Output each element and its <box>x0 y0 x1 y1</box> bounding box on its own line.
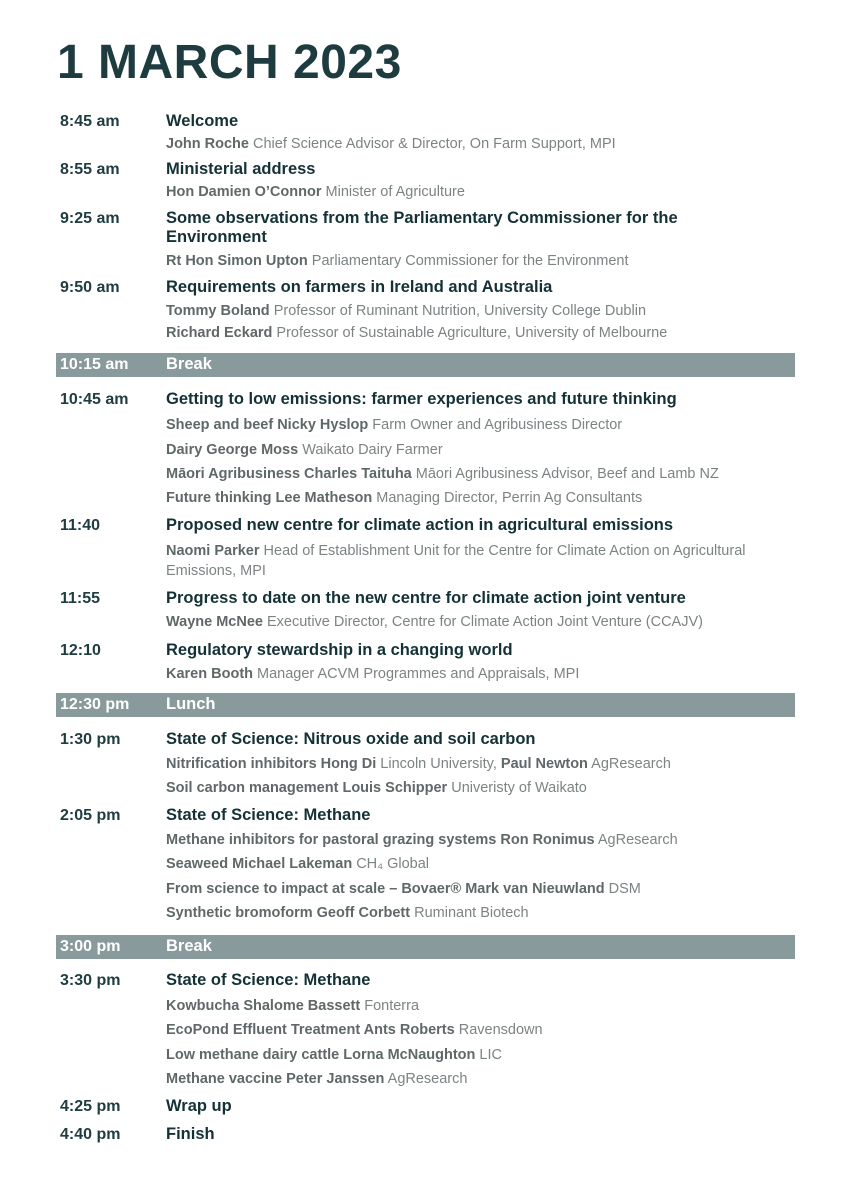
session-title: Wrap up <box>166 1097 232 1115</box>
speaker-role: Minister of Agriculture <box>325 184 465 200</box>
speaker-line <box>166 182 796 202</box>
speaker-name: Sheep and beef Nicky Hyslop <box>166 417 369 433</box>
speaker-line <box>166 301 796 321</box>
break-bar <box>56 353 795 377</box>
speaker-name: Low methane dairy cattle Lorna McNaughton <box>166 1047 476 1063</box>
session-title: State of Science: Methane <box>166 806 371 824</box>
speaker-name: Seaweed Michael Lakeman <box>166 856 353 872</box>
speaker-name: Dairy George Moss <box>166 442 299 458</box>
speaker-name: Kowbucha Shalome Bassett <box>166 998 361 1014</box>
speaker-name: Future thinking Lee Matheson <box>166 490 373 506</box>
speaker-line <box>166 879 796 899</box>
speaker-role: Farm Owner and Agribusiness Director <box>372 417 623 433</box>
session-title: Requirements on farmers in Ireland and Australia <box>166 278 553 296</box>
session-title: Lunch <box>166 695 216 713</box>
speaker-role: Fonterra <box>364 998 420 1014</box>
session-title: Finish <box>166 1125 215 1143</box>
session-time: 4:25 pm <box>60 1098 121 1115</box>
session-time: 12:10 <box>60 642 101 659</box>
session-time: 11:55 <box>60 590 101 607</box>
session-time: 8:55 am <box>60 161 120 178</box>
session-time: 4:40 pm <box>60 1126 121 1143</box>
speaker-line <box>166 854 796 874</box>
speaker-line <box>166 1020 796 1040</box>
speaker-role: Ravensdown <box>458 1022 543 1038</box>
speaker-role: Professor of Sustainable Agriculture, University of Melbourne <box>276 325 668 341</box>
speaker-name: Methane vaccine Peter Janssen <box>166 1071 385 1087</box>
session-title: State of Science: Nitrous oxide and soil carbon <box>166 730 536 748</box>
speaker-role: Manager ACVM Programmes and Appraisals, MPI <box>257 666 580 682</box>
speaker-name: Synthetic bromoform Geoff Corbett <box>166 905 411 921</box>
session-time: 11:40 <box>60 517 101 534</box>
speaker-line <box>166 415 796 435</box>
session-title: Ministerial address <box>166 160 316 178</box>
session-title: Welcome <box>166 112 239 130</box>
session-time: 10:45 am <box>60 391 129 408</box>
speaker-name: Rt Hon Simon Upton <box>166 253 308 269</box>
speaker-line <box>166 1069 796 1089</box>
speaker-name: Tommy Boland <box>166 303 270 319</box>
session-title: Regulatory stewardship in a changing world <box>166 641 513 659</box>
speaker-role: Managing Director, Perrin Ag Consultants <box>376 490 643 506</box>
session-time: 8:45 am <box>60 113 120 130</box>
speaker-line <box>166 251 796 271</box>
speaker-role: CH₄ Global <box>356 856 430 872</box>
speaker-role: AgResearch <box>597 832 678 848</box>
speaker-name: From science to impact at scale – Bovaer® Mark van Nieuwland <box>166 881 605 897</box>
session-time: 3:30 pm <box>60 972 121 989</box>
speaker-name: EcoPond Effluent Treatment Ants Roberts <box>166 1022 455 1038</box>
speaker-role: Ruminant Biotech <box>414 905 529 921</box>
session-title: Break <box>166 937 212 955</box>
speaker-name: Methane inhibitors for pastoral grazing systems Ron Ronimus <box>166 832 595 848</box>
speaker-line <box>166 134 796 154</box>
session-title: Progress to date on the new centre for climate action joint venture <box>166 589 686 607</box>
session-time: 12:30 pm <box>60 696 130 713</box>
session-time: 1:30 pm <box>60 731 121 748</box>
speaker-name: Hon Damien O’Connor <box>166 184 322 200</box>
break-bar <box>56 935 795 959</box>
speaker-line <box>166 903 796 923</box>
speaker-line <box>166 996 796 1016</box>
session-title: Some observations from the Parliamentary Commissioner for the Environment <box>166 209 678 246</box>
speaker-line <box>166 754 796 774</box>
speaker-name: Paul Newton <box>500 756 588 772</box>
session-title: Getting to low emissions: farmer experiences and future thinking <box>166 390 677 408</box>
speaker-role: AgResearch <box>387 1071 468 1087</box>
speaker-line <box>166 464 796 484</box>
lunch-bar <box>56 693 795 717</box>
speaker-name: Richard Eckard <box>166 325 273 341</box>
speaker-role: Head of Establishment Unit for the Centre for Climate Action on Agricultural Emissions, MPI <box>166 543 746 579</box>
speaker-name: Wayne McNee <box>166 614 263 630</box>
speaker-line <box>166 1045 796 1065</box>
speaker-line <box>166 440 796 460</box>
speaker-role: Univeristy of Waikato <box>451 780 587 796</box>
session-time: 2:05 pm <box>60 807 121 824</box>
speaker-role: Chief Science Advisor & Director, On Farm Support, MPI <box>253 136 616 152</box>
speaker-name: Nitrification inhibitors Hong Di <box>166 756 377 772</box>
speaker-role: Waikato Dairy Farmer <box>302 442 443 458</box>
session-time: 9:50 am <box>60 279 120 296</box>
speaker-role: Lincoln University, <box>380 756 497 772</box>
speaker-line <box>166 778 796 798</box>
session-time: 9:25 am <box>60 210 120 227</box>
session-time: 3:00 pm <box>60 938 121 955</box>
speaker-role: AgResearch <box>591 756 671 772</box>
session-time: 10:15 am <box>60 356 129 373</box>
speaker-name: John Roche <box>166 136 249 152</box>
speaker-line <box>166 830 796 850</box>
speaker-line <box>166 612 796 632</box>
speaker-name: Karen Booth <box>166 666 253 682</box>
speaker-role: DSM <box>608 881 641 897</box>
session-title: State of Science: Methane <box>166 971 371 989</box>
speaker-role: Parliamentary Commissioner for the Environment <box>311 253 629 269</box>
speaker-role: LIC <box>479 1047 502 1063</box>
session-title: Proposed new centre for climate action in agricultural emissions <box>166 516 674 534</box>
speaker-role: Māori Agribusiness Advisor, Beef and Lamb NZ <box>415 466 719 482</box>
session-title: Break <box>166 355 212 373</box>
speaker-name: Māori Agribusiness Charles Taituha <box>166 466 412 482</box>
speaker-role: Professor of Ruminant Nutrition, University College Dublin <box>273 303 647 319</box>
speaker-name: Soil carbon management Louis Schipper <box>166 780 448 796</box>
page-title: 1 MARCH 2023 <box>57 36 402 89</box>
speaker-line <box>166 664 796 684</box>
speaker-name: Naomi Parker <box>166 543 260 559</box>
speaker-role: Executive Director, Centre for Climate Action Joint Venture (CCAJV) <box>267 614 703 630</box>
speaker-line <box>166 488 796 508</box>
speaker-line <box>166 323 796 343</box>
speaker-line <box>166 541 766 581</box>
